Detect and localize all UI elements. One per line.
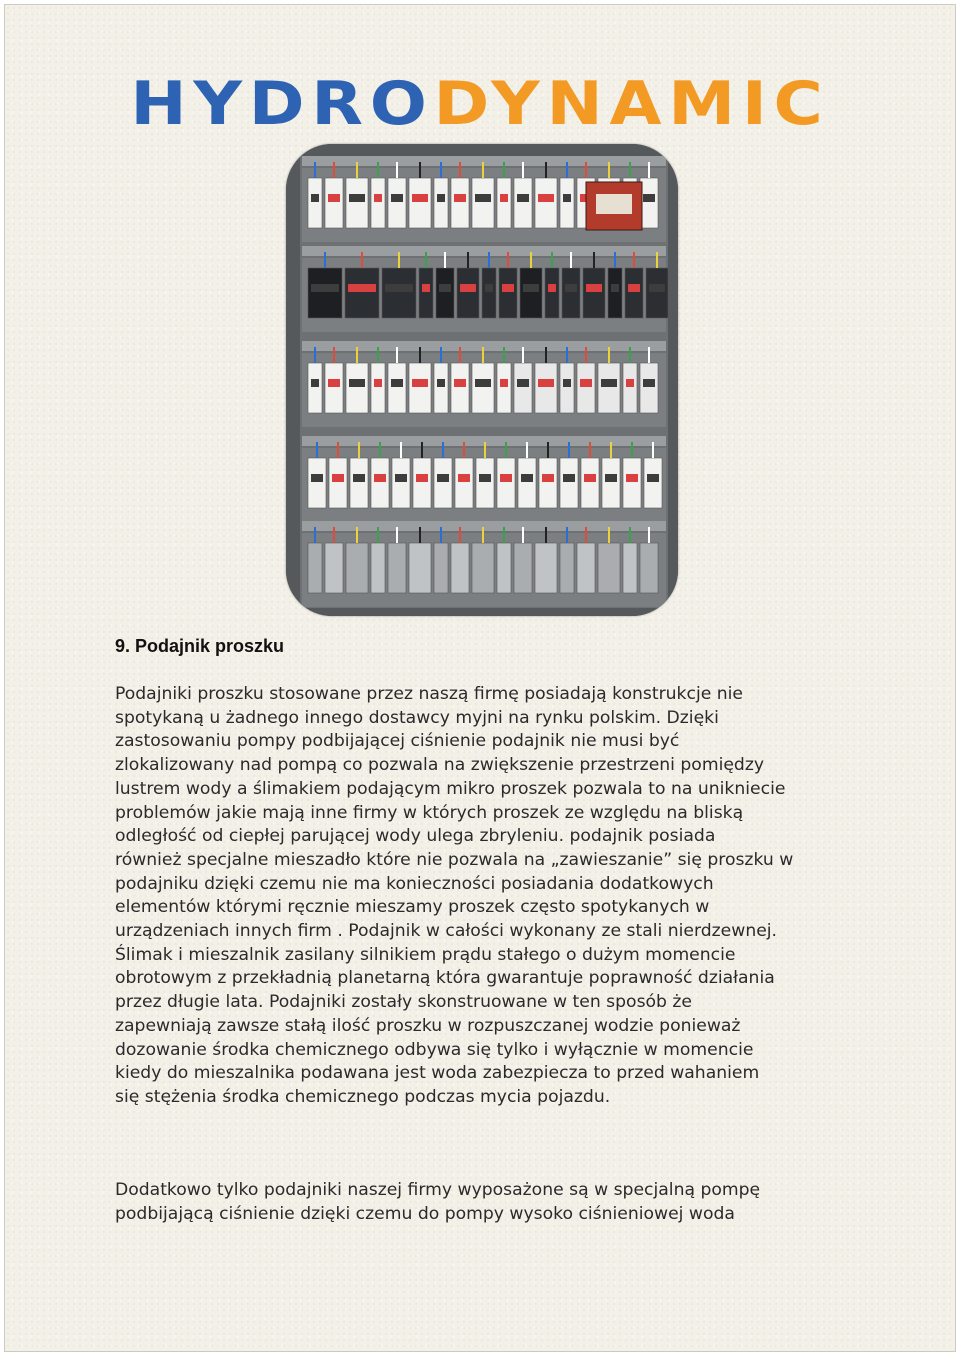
module: [409, 178, 431, 228]
section-paragraph: [115, 683, 855, 1110]
module: [308, 363, 322, 413]
module: [371, 363, 385, 413]
paragraph-line: problemów jakie mają inne firmy w których proszek ze względu na bliską: [115, 802, 744, 823]
module: [409, 543, 431, 593]
module-indicator: [353, 474, 365, 482]
module-indicator: [601, 379, 617, 387]
module-indicator: [626, 474, 638, 482]
paragraph-line: zastosowaniu pompy podbijającej ciśnienie podajnik nie musi być: [115, 731, 680, 752]
module-indicator: [391, 194, 403, 202]
module-indicator: [565, 284, 577, 292]
module: [419, 268, 433, 318]
module-indicator: [502, 284, 514, 292]
module: [371, 543, 385, 593]
module: [625, 268, 643, 318]
module: [623, 458, 641, 508]
module-indicator: [563, 474, 575, 482]
module: [472, 363, 494, 413]
module-indicator: [647, 474, 659, 482]
module: [308, 268, 342, 318]
module: [514, 543, 532, 593]
module-indicator: [437, 474, 449, 482]
paragraph-line: kiedy do mieszalnika podawana jest woda zabezpiecza to przed wahaniem: [115, 1063, 760, 1084]
module-indicator: [611, 284, 619, 292]
module: [472, 178, 494, 228]
module: [388, 543, 406, 593]
module: [388, 178, 406, 228]
module: [640, 543, 658, 593]
module: [640, 363, 658, 413]
module-indicator: [458, 474, 470, 482]
module: [539, 458, 557, 508]
paragraph-line: urządzeniach innych firm . Podajnik w całości wykonany ze stali nierdzewnej.: [115, 921, 778, 942]
module: [514, 363, 532, 413]
control-cabinet-photo: [286, 144, 678, 616]
paragraph-line: podajniku dzięki czemu nie ma konieczności posiadania dodatkowych: [115, 873, 714, 894]
module-indicator: [500, 474, 512, 482]
module-indicator: [649, 284, 665, 292]
module: [350, 458, 368, 508]
module: [482, 268, 496, 318]
module-indicator: [332, 474, 344, 482]
module-indicator: [374, 474, 386, 482]
module: [457, 268, 479, 318]
module-indicator: [628, 284, 640, 292]
module-indicator: [586, 284, 602, 292]
module-indicator: [454, 194, 466, 202]
logo-dynamic: DYNAMIC: [433, 69, 830, 139]
module-indicator: [563, 194, 571, 202]
module: [346, 543, 368, 593]
module: [497, 363, 511, 413]
module-indicator: [439, 284, 451, 292]
module-indicator: [580, 379, 592, 387]
module-indicator: [643, 194, 655, 202]
module-indicator: [521, 474, 533, 482]
module-indicator: [548, 284, 556, 292]
module: [644, 458, 662, 508]
module-indicator: [563, 379, 571, 387]
module: [451, 363, 469, 413]
module: [562, 268, 580, 318]
module: [434, 363, 448, 413]
module: [329, 458, 347, 508]
module-indicator: [517, 194, 529, 202]
module: [514, 178, 532, 228]
module: [577, 543, 595, 593]
module: [535, 363, 557, 413]
brand-logo: [0, 69, 960, 139]
module-indicator: [328, 194, 340, 202]
module: [388, 363, 406, 413]
module: [325, 543, 343, 593]
paragraph-line: Ślimak i mieszalnik zasilany silnikiem prądu stałego o dużym momencie: [115, 944, 736, 965]
module: [325, 363, 343, 413]
module: [535, 178, 557, 228]
closing-paragraph: [115, 1179, 855, 1226]
module-indicator: [311, 379, 319, 387]
module: [413, 458, 431, 508]
module-indicator: [605, 474, 617, 482]
module: [623, 363, 637, 413]
module: [451, 178, 469, 228]
module: [560, 363, 574, 413]
module-indicator: [311, 284, 339, 292]
module-indicator: [500, 194, 508, 202]
module-indicator: [475, 194, 491, 202]
module: [518, 458, 536, 508]
module: [455, 458, 473, 508]
module-indicator: [454, 379, 466, 387]
module: [640, 178, 658, 228]
module-indicator: [538, 379, 554, 387]
module: [581, 458, 599, 508]
module: [346, 178, 368, 228]
module: [371, 178, 385, 228]
module: [623, 543, 637, 593]
control-cabinet-illustration: [286, 144, 678, 616]
module-indicator: [584, 474, 596, 482]
module-indicator: [412, 379, 428, 387]
module: [520, 268, 542, 318]
module: [602, 458, 620, 508]
module: [497, 543, 511, 593]
module: [308, 178, 322, 228]
paragraph-line: dozowanie środka chemicznego odbywa się tylko i wyłącznie w momencie: [115, 1039, 754, 1060]
module-indicator: [437, 379, 445, 387]
paragraph-line: lustrem wody a ślimakiem podającym mikro proszek pozwala to na unikniecie: [115, 778, 786, 799]
module-indicator: [517, 379, 529, 387]
module-indicator: [485, 284, 493, 292]
module-indicator: [475, 379, 491, 387]
module: [434, 543, 448, 593]
wire-duct: [302, 246, 666, 256]
module-indicator: [391, 379, 403, 387]
paragraph-line: również specjalne mieszadło które nie pozwala na „zawieszanie” się proszku w: [115, 849, 794, 870]
paragraph-line: przez długie lata. Podajniki zostały skonstruowane w ten sposób że: [115, 992, 693, 1013]
module-indicator: [643, 379, 655, 387]
module-indicator: [395, 474, 407, 482]
module: [560, 178, 574, 228]
module: [545, 268, 559, 318]
module: [371, 458, 389, 508]
module-indicator: [349, 194, 365, 202]
transformer-label: [596, 194, 632, 214]
module-indicator: [460, 284, 476, 292]
module: [476, 458, 494, 508]
module-indicator: [311, 474, 323, 482]
module: [345, 268, 379, 318]
module: [583, 268, 605, 318]
module-indicator: [479, 474, 491, 482]
module-indicator: [412, 194, 428, 202]
module: [560, 543, 574, 593]
module-indicator: [349, 379, 365, 387]
module: [308, 458, 326, 508]
paragraph-line: odległość od ciepłej parującej wody ulega zbryleniu. podajnik posiada: [115, 826, 716, 847]
module: [451, 543, 469, 593]
module: [346, 363, 368, 413]
module: [560, 458, 578, 508]
logo-hydro: HYDRO: [130, 69, 434, 139]
paragraph-line: się stężenia środka chemicznego podczas mycia pojazdu.: [115, 1086, 611, 1107]
paragraph-line: Dodatkowo tylko podajniki naszej firmy wyposażone są w specjalną pompę: [115, 1180, 761, 1200]
module-indicator: [422, 284, 430, 292]
module: [382, 268, 416, 318]
module-indicator: [374, 194, 382, 202]
module: [608, 268, 622, 318]
paragraph-line: zapewniają zawsze stałą ilość proszku w rozpuszczanej wodzie ponieważ: [115, 1015, 741, 1036]
module: [497, 178, 511, 228]
module: [535, 543, 557, 593]
module: [409, 363, 431, 413]
module: [472, 543, 494, 593]
module: [434, 178, 448, 228]
paragraph-line: spotykaną u żadnego innego dostawcy myjni na rynku polskim. Dzięki: [115, 707, 719, 728]
module: [434, 458, 452, 508]
paragraph-line: zlokalizowany nad pompą co pozwala na zwiększenie przestrzeni pomiędzy: [115, 755, 765, 776]
module: [598, 363, 620, 413]
section-heading: 9. Podajnik proszku: [115, 636, 285, 656]
module: [392, 458, 410, 508]
module-indicator: [416, 474, 428, 482]
module-indicator: [348, 284, 376, 292]
module: [497, 458, 515, 508]
module-indicator: [311, 194, 319, 202]
module-indicator: [500, 379, 508, 387]
module: [598, 543, 620, 593]
paragraph-line: Podajniki proszku stosowane przez naszą firmę posiadają konstrukcje nie: [115, 684, 744, 704]
module-indicator: [626, 379, 634, 387]
paragraph-line: elementów którymi ręcznie mieszamy proszek często spotykanych w: [115, 897, 710, 918]
module: [577, 363, 595, 413]
module: [436, 268, 454, 318]
module: [325, 178, 343, 228]
module-indicator: [523, 284, 539, 292]
module: [646, 268, 668, 318]
module: [499, 268, 517, 318]
module-indicator: [374, 379, 382, 387]
paragraph-line: obrotowym z przekładnią planetarną która gwarantuje poprawność działania: [115, 968, 775, 989]
paragraph-line: podbijającą ciśnienie dzięki czemu do pompy wysoko ciśnieniowej woda: [115, 1203, 735, 1224]
module-indicator: [385, 284, 413, 292]
module-indicator: [542, 474, 554, 482]
module: [308, 543, 322, 593]
module-indicator: [538, 194, 554, 202]
module-indicator: [437, 194, 445, 202]
module-indicator: [328, 379, 340, 387]
